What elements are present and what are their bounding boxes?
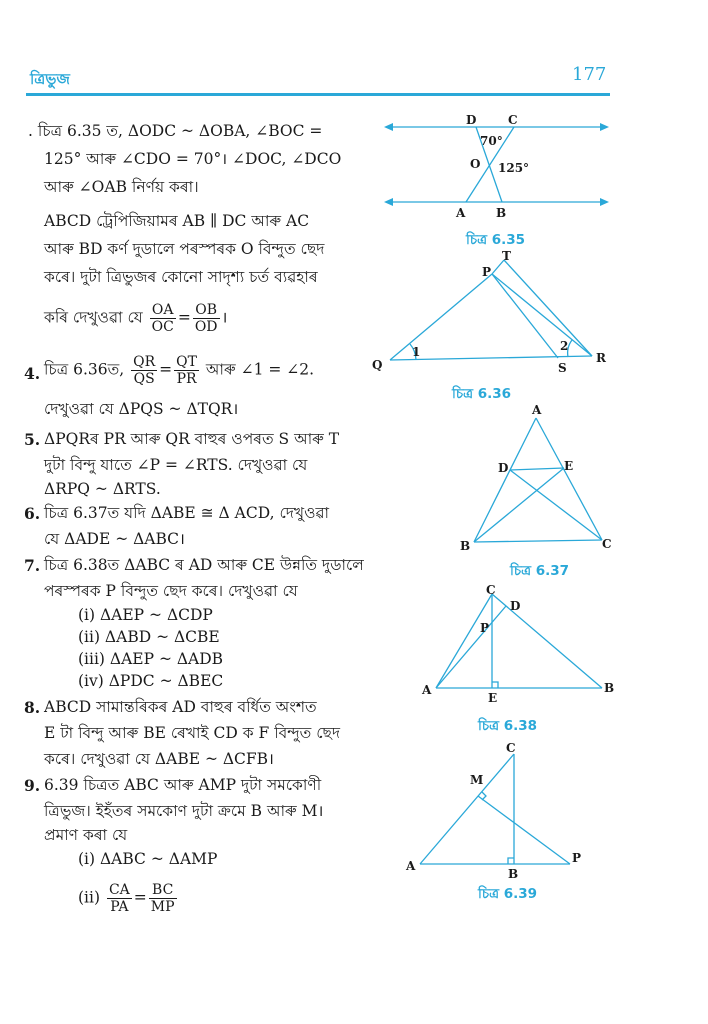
right-angle-b [508,858,514,864]
right-angle-e [492,682,498,688]
q6-line-2: যে ΔADE ~ ΔABC। [44,530,185,548]
q9-line-1: 6.39 চিত্ৰত ABC আৰু AMP দুটা সমকোণী [44,776,322,794]
q9-line-3: প্ৰমাণ কৰা যে [44,826,128,844]
fraction-ob-od: $\frac{OB}{OD}$ [194,302,218,335]
q5-line-1: ΔPQRৰ PR আৰু QR বাহুৰ ওপৰত S আৰু T [44,430,340,448]
label-1: 1 [412,345,421,359]
q4-line-1: চিত্ৰ 6.36ত, $\frac{QR}{QS}$ = $\frac{QT}{PR}$ আৰু ∠1 = ∠2. [44,354,315,387]
fraction-ca-pa: $\frac{CA}{PA}$ [108,882,130,915]
label-b: B [604,681,615,695]
page-number: 177 [572,64,607,85]
altitude-ad [436,606,506,688]
q7-part-ii: (ii) ΔABD ~ ΔCBE [78,628,220,646]
q9-line-2: ত্ৰিভুজ। ইহঁতৰ সমকোণ দুটা ক্ৰমে B আৰু M। [44,802,324,820]
label-c: C [508,113,518,127]
q3-line-7-text: কৰি দেখুওৱা যে [44,308,143,327]
q4-line-2: দেখুওৱা যে ΔPQS ~ ΔTQR। [44,400,239,418]
right-angle-m [482,792,486,800]
q3-line-6: কৰে। দুটা ত্ৰিভুজৰ কোনো সাদৃশ্য চৰ্ত ব্যৱহাৰ [44,268,318,286]
q8-line-3: কৰে। দেখুওৱা যে ΔABE ~ ΔCFB। [44,750,274,768]
side-qp [390,274,492,360]
label-a: A [532,403,542,417]
seg-dc [510,470,602,540]
label-c: C [602,537,612,551]
q3-line-7: কৰি দেখুওৱা যে $\frac{OA}{OC}$ = $\frac{OB}{OD}$ । [44,302,228,335]
q8-number: 8. [24,698,41,717]
label-a: A [456,206,466,220]
q3-line-1: . চিত্ৰ 6.35 ত, ΔODC ~ ΔOBA, ∠BOC = [28,122,323,140]
q3-line-4: ABCD ট্ৰেপিজিয়ামৰ AB ∥ DC আৰু AC [44,212,310,230]
seg-de [510,468,564,470]
q3-line-2: 125° আৰু ∠CDO = 70°। ∠DOC, ∠DCO [44,150,342,168]
label-a: A [406,859,416,873]
fraction-qt-pr: $\frac{QT}{PR}$ [176,354,197,387]
label-p: P [482,265,492,279]
side-ac [536,418,602,540]
figure-6-39 [402,740,602,880]
label-e: E [488,691,498,705]
fraction-oa-oc: $\frac{OA}{OC}$ [151,302,174,335]
label-a: A [422,683,432,697]
label-b: B [460,539,471,553]
label-b: B [496,206,507,220]
label-q: Q [372,358,383,372]
caption-6-39: চিত্ৰ 6.39 [478,886,538,902]
figure-6-38 [420,584,620,704]
label-70: 70° [480,134,503,148]
figure-6-37 [456,400,616,560]
q5-line-3: ΔRPQ ~ ΔRTS. [44,480,161,498]
q9-number: 9. [24,776,41,795]
label-p: P [480,621,490,635]
seg-ps [492,274,558,358]
q8-line-1: ABCD সামান্তৰিকৰ AD বাহুৰ বৰ্ধিত অংশত [44,698,317,716]
label-d: D [498,461,509,475]
label-d: D [510,599,521,613]
q4-number: 4. [24,364,41,383]
label-m: M [470,773,484,787]
label-b: B [508,867,519,881]
q7-part-i: (i) ΔAEP ~ ΔCDP [78,606,213,624]
q8-line-2: E টা বিন্দু আৰু BE ৰেখাই CD ক F বিন্দুত ছেদ [44,724,341,742]
label-c: C [486,583,496,597]
q7-part-iv: (iv) ΔPDC ~ ΔBEC [78,672,224,690]
side-pr [492,274,592,356]
label-2: 2 [560,339,569,353]
q3-line-3: আৰু ∠OAB নিৰ্ণয় কৰা। [44,178,199,196]
q7-part-iii: (iii) ΔAEP ~ ΔADB [78,650,224,668]
figure-6-35 [384,112,614,222]
q6-number: 6. [24,504,41,523]
label-d: D [466,113,477,127]
seg-eb [474,468,564,542]
q9-part-i: (i) ΔABC ~ ΔAMP [78,850,218,868]
label-c: C [506,741,516,755]
side-ab [474,418,536,542]
q7-line-2: পৰস্পৰক P বিন্দুত ছেদ কৰে। দেখুওৱা যে [44,582,298,600]
seg-tr [504,260,592,356]
q7-line-1: চিত্ৰ 6.38ত ΔABC ৰ AD আৰু CE উন্নতি দুডালে [44,556,364,574]
label-t: T [502,249,511,263]
side-ca [436,594,492,688]
caption-6-37: চিত্ৰ 6.37 [510,563,570,579]
side-mp [478,796,570,864]
fraction-qr-qs: $\frac{QR}{QS}$ [133,354,156,387]
caption-6-38: চিত্ৰ 6.38 [478,718,538,734]
caption-6-35: চিত্ৰ 6.35 [466,232,526,248]
q6-line-1: চিত্ৰ 6.37ত যদি ΔABE ≅ Δ ACD, দেখুওৱা [44,504,330,522]
chapter-title: ত্ৰিভুজ [30,70,70,88]
side-cb [492,594,602,688]
q3-line-5: আৰু BD কৰ্ণ দুডালে পৰস্পৰক O বিন্দুত ছেদ [44,240,325,258]
fraction-bc-mp: $\frac{BC}{MP}$ [150,882,175,915]
side-bc [474,540,602,542]
q5-line-2: দুটা বিন্দু যাতে ∠P = ∠RTS. দেখুওৱা যে [44,456,308,474]
side-ca [420,754,514,864]
q5-number: 5. [24,430,41,449]
q9-part-ii: (ii) $\frac{CA}{PA}$ = $\frac{BC}{MP}$ [78,882,175,915]
q7-number: 7. [24,556,41,575]
label-o: O [470,157,481,171]
label-p: P [572,851,582,865]
label-e: E [564,459,574,473]
label-125: 125° [498,161,530,175]
caption-6-36: চিত্ৰ 6.36 [452,386,512,402]
label-r: R [596,351,606,365]
label-s: S [558,361,567,375]
figure-6-36 [368,249,608,382]
header-rule [26,93,610,96]
